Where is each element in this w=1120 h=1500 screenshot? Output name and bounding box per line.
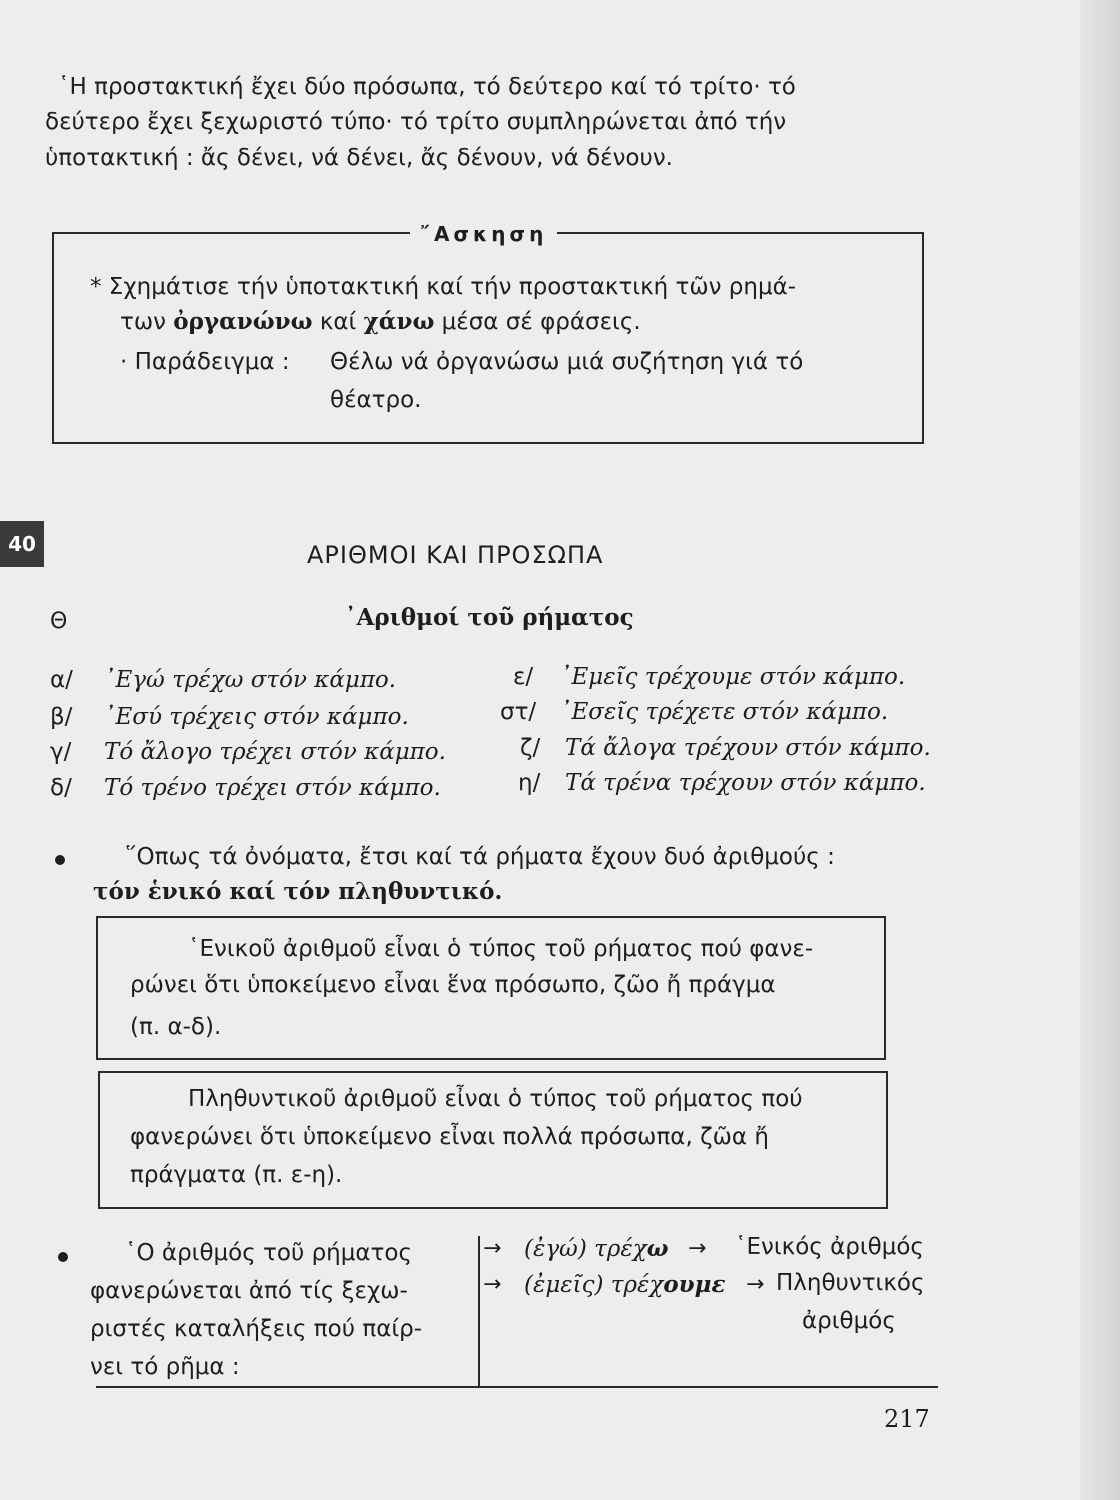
singular-line-3: (π. α-δ). bbox=[130, 1014, 222, 1040]
endings-row-2-result: Πληθυντικός bbox=[776, 1270, 925, 1296]
endings-left-line-4: νει τό ρῆμα : bbox=[90, 1354, 240, 1380]
arrow-right-icon: → bbox=[483, 1272, 502, 1297]
example-label-a: α/ bbox=[50, 667, 73, 693]
bullet-icon bbox=[55, 855, 65, 865]
intro-line-2: δεύτερο ἔχει ξεχωριστό τύπο· τό τρίτο συμπληρώνεται ἀπό τήν bbox=[45, 109, 787, 135]
numbers-rule-line-2: τόν ἑνικό καί τόν πληθυντικό. bbox=[93, 878, 503, 905]
chapter-tab: 40 bbox=[0, 521, 44, 567]
example-d: Τό τρένο τρέχει στόν κάμπο. bbox=[104, 775, 441, 801]
page-gutter-shadow bbox=[1080, 0, 1120, 1500]
verb-chano: χάνω bbox=[363, 308, 435, 335]
example-label-h: η/ bbox=[518, 770, 541, 796]
subsection-title: ᾽Αριθμοί τοῦ ρήματος bbox=[345, 604, 634, 631]
arrow-right-icon: → bbox=[688, 1236, 707, 1261]
endings-left-line-1: ῾Ο ἀριθμός τοῦ ρήματος bbox=[125, 1240, 412, 1266]
example-label-e: ε/ bbox=[513, 664, 534, 690]
example-e: ᾽Εμεῖς τρέχουμε στόν κάμπο. bbox=[560, 664, 906, 690]
endings-row-1-form: (ἐγώ) τρέχω bbox=[524, 1235, 669, 1262]
endings-left-line-2: φανερώνεται ἀπό τίς ξεχω- bbox=[90, 1278, 408, 1304]
plural-line-1: Πληθυντικοῦ ἀριθμοῦ εἶναι ὁ τύπος τοῦ ρήματος πού bbox=[188, 1086, 803, 1112]
endings-row-2-form: (ἐμεῖς) τρέχουμε bbox=[524, 1271, 726, 1298]
plural-line-2: φανερώνει ὅτι ὑποκείμενο εἶναι πολλά πρόσωπα, ζῶα ἤ bbox=[130, 1124, 769, 1150]
example-label-st: στ/ bbox=[500, 699, 537, 725]
arrow-right-icon: → bbox=[746, 1272, 765, 1297]
exercise-line-2: των ὀργανώνω καί χάνω μέσα σέ φράσεις. bbox=[120, 308, 641, 335]
example-c: Τό ἄλογο τρέχει στόν κάμπο. bbox=[104, 739, 446, 765]
example-label-b: β/ bbox=[50, 704, 73, 730]
example-label-c: γ/ bbox=[50, 739, 72, 765]
example-label-d: δ/ bbox=[50, 775, 72, 801]
verb-organono: ὀργανώνω bbox=[173, 308, 313, 335]
exercise-title: ῎Ασκηση bbox=[410, 222, 557, 246]
exercise-example-text-2: θέατρο. bbox=[330, 387, 422, 413]
theta-marker: Θ bbox=[50, 609, 68, 634]
plural-line-3: πράγματα (π. ε-η). bbox=[130, 1162, 343, 1188]
exercise-example-text: Θέλω νά ὀργανώσω μιά συζήτηση γιά τό bbox=[330, 349, 804, 375]
example-z: Τά ἄλογα τρέχουν στόν κάμπο. bbox=[565, 735, 931, 761]
example-b: ᾽Εσύ τρέχεις στόν κάμπο. bbox=[104, 704, 409, 730]
endings-divider-horizontal bbox=[96, 1386, 938, 1388]
exercise-line-1: * Σχημάτισε τήν ὑποτακτική καί τήν προστακτική τῶν ρημά- bbox=[90, 274, 797, 300]
arrow-right-icon: → bbox=[483, 1236, 502, 1261]
page-number: 217 bbox=[884, 1405, 930, 1433]
intro-line-1: ῾Η προστακτική ἔχει δύο πρόσωπα, τό δεύτερο καί τό τρίτο· τό bbox=[58, 74, 796, 100]
example-label-z: ζ/ bbox=[520, 735, 541, 761]
endings-left-line-3: ριστές καταλήξεις πού παίρ- bbox=[90, 1316, 423, 1342]
singular-line-1: ῾Ενικοῦ ἀριθμοῦ εἶναι ὁ τύπος τοῦ ρήματος πού φανε- bbox=[188, 936, 814, 962]
endings-row-2-result-2: ἀριθμός bbox=[802, 1308, 896, 1334]
section-title: ΑΡΙΘΜΟΙ ΚΑΙ ΠΡΟΣΩΠΑ bbox=[307, 541, 604, 569]
singular-line-2: ρώνει ὅτι ὑποκείμενο εἶναι ἕνα πρόσωπο, ζῶο ἤ πράγμα bbox=[130, 972, 776, 998]
endings-divider-vertical bbox=[478, 1236, 480, 1388]
numbers-rule-line-1: ῞Οπως τά ὀνόματα, ἔτσι καί τά ρήματα ἔχουν δυό ἀριθμούς : bbox=[125, 844, 835, 870]
exercise-box bbox=[52, 232, 924, 444]
endings-row-1-result: ῾Ενικός ἀριθμός bbox=[735, 1234, 924, 1260]
example-h: Τά τρένα τρέχουν στόν κάμπο. bbox=[565, 770, 926, 796]
example-a: ᾽Εγώ τρέχω στόν κάμπο. bbox=[104, 667, 397, 693]
exercise-example-label: · Παράδειγμα : bbox=[120, 349, 290, 375]
example-st: ᾽Εσεῖς τρέχετε στόν κάμπο. bbox=[560, 699, 889, 725]
intro-line-3: ὑποτακτική : ἄς δένει, νά δένει, ἄς δένουν, νά δένουν. bbox=[45, 145, 673, 171]
bullet-icon bbox=[58, 1252, 68, 1262]
